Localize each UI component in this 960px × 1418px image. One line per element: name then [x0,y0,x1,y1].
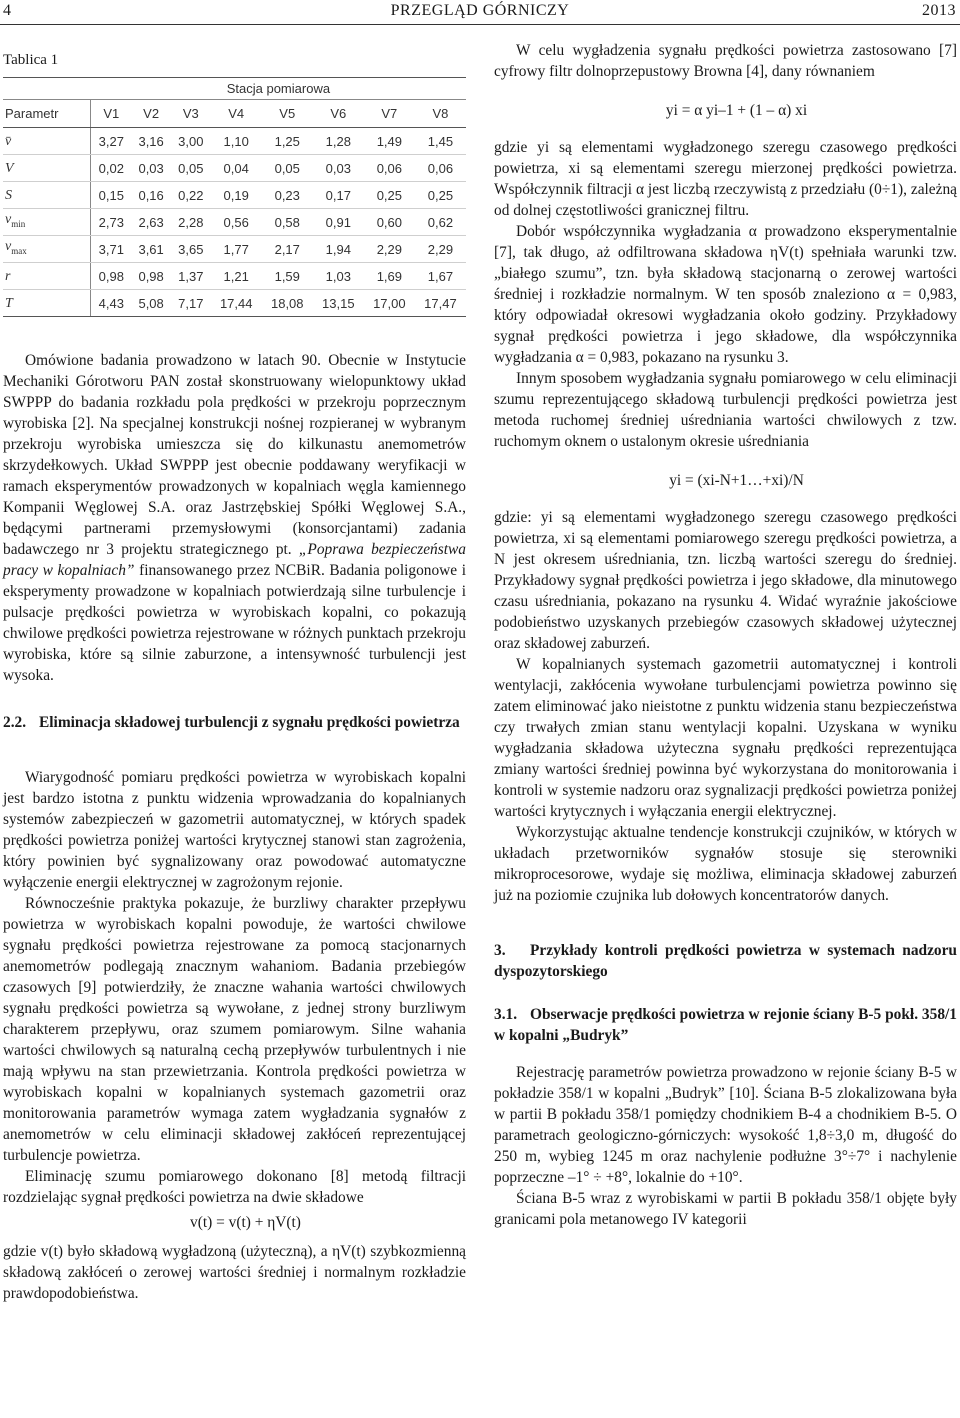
table-cell: 0,98 [131,263,171,290]
paragraph: Wykorzystując aktualne tendencje konstrukcji czujników, w których w układach przetworników sygnałów stosuje się sterowniki mikroprocesorowe, wydaje się możliwa, eliminacja składowej zaburzeń już na poziomie czujnika lub dołowych koncentratorów danych. [494,824,957,904]
table-cell: 0,19 [211,182,262,209]
table-cell: 18,08 [262,290,313,317]
column-header: V2 [131,100,171,128]
table-cell: 1,94 [313,236,364,263]
parameter-cell: r [3,263,91,290]
table-row [3,236,466,263]
table-cell: 1,03 [313,263,364,290]
table-cell: 17,47 [415,290,466,317]
table-cell: 1,21 [211,263,262,290]
table-cell: 1,25 [262,128,313,155]
parameter-cell: $v_{max}$ [3,236,91,263]
column-header: V3 [171,100,211,128]
table-cell: 0,06 [415,155,466,182]
paragraph: Ściana B-5 wraz z wyrobiskami w partii B pokładu 358/1 objęte były granicami pola metanowego IV kategorii [494,1190,957,1228]
table-cell: 2,29 [415,236,466,263]
paragraph: gdzie v(t) było składową wygładzoną (użyteczną), a ηV(t) szybkozmienną składową zakłóceń o zerowej wartości średniej i normalnym rozkładzie prawdopodobieństwa. [3,1243,466,1302]
table-cell: 13,15 [313,290,364,317]
parameter-cell: $v_{min}$ [3,209,91,236]
table-cell: 1,10 [211,128,262,155]
column-header: V5 [262,100,313,128]
table-cell: 0,25 [415,182,466,209]
paragraph: Równocześnie praktyka pokazuje, że burzliwy charakter przepływu powietrza w wyrobiskach kopalni powoduje, że wartości chwilowe sygnału prędkości powietrza rejestrowane za pomocą stacjonarnych anemometrów podlegają znacznym wahaniom. Badania przebiegów czasowych [9] potwierdziły, że znaczne wahania wartości chwilowych sygnału prędkości powietrza są wywołane, z jednej strony burzliwym charakterem przepływu, oraz szumem pomiarowym. Silne wahania wartości chwilowych są naturalną cechą przepływów turbulentnych i nie mają wpływu na stan przewietrzania. Kontrola prędkości powietrza w wyrobiskach kopalni w kopalnianych systemach gazometrii oraz monitorowania parametrów wymaga zatem wygładzania sygnałów z anemometrów w celu eliminacji składowej zakłóceń reprezentującej turbulencje powietrza. [3,895,466,1164]
journal-title: PRZEGLĄD GÓRNICZY [390,2,570,19]
table-cell: 1,45 [415,128,466,155]
table-cell: 3,65 [171,236,211,263]
table-row [3,263,466,290]
table-cell: 0,60 [364,209,415,236]
table-cell: 0,22 [171,182,211,209]
table-cell: 2,17 [262,236,313,263]
table-caption: Tablica 1 [3,52,59,68]
table-cell: 2,63 [131,209,171,236]
paragraph: W celu wygładzenia sygnału prędkości powietrza zastosowano [7] cyfrowy filtr dolnoprzepustowy Browna [4], dany równaniem [494,42,957,80]
table-cell: 0,02 [91,155,131,182]
header-rule [0,24,960,25]
table-cell: 3,61 [131,236,171,263]
table-cell: 0,06 [364,155,415,182]
table-row [3,128,466,155]
column-header: V7 [364,100,415,128]
table-cell: 0,56 [211,209,262,236]
table-cell: 17,00 [364,290,415,317]
table-cell: 1,49 [364,128,415,155]
paragraph: Omówione badania prowadzono w latach 90. Obecnie w Instytucie Mechaniki Górotworu PAN został skonstruowany wielopunktowy układ SWPPP do badania rozkładu pola prędkości w przekroju poprzecznym wyrobiska [2]. Na specjalnej konstrukcji nośnej rozpieranej w wybranym przekroju wyrobiska umieszcza się do kilkunastu anemometrów skrzydełkowych. Układ SWPPP jest obecnie poddawany weryfikacji w ramach eksperymentów prowadzonych w kopalniach węgla kamiennego Kompanii Węglowej S.A. oraz Jastrzębskiej Spółki Węglowej S.A., będącymi partnerami przemysłowymi (konsorcjantami) zadania badawczego nr 3 projektu strategicznego pt. „Poprawa bezpieczeństwa pracy w kopalniach” finansowanego przez NCBiR. Badania poligonowe i eksperymenty prowadzone w kopalniach potwierdzają silne turbulencje i pulsacje prędkości powietrza w wyrobiskach kopalni, co pokazują chwilowe prędkości powietrza rejestrowane w różnych punktach przekroju wyrobiska, które są silnie zaburzone, a intensywność turbulencji jest wysoka. [3,352,466,684]
table-cell: 3,16 [131,128,171,155]
table-cell: 0,25 [364,182,415,209]
table-cell: 0,91 [313,209,364,236]
equation: yi = α yi–1 + (1 – α) xi [665,102,808,119]
table-row [3,290,466,317]
parameters-table [3,77,466,317]
table-cell: 0,05 [262,155,313,182]
table-cell: 0,05 [171,155,211,182]
column-header: V1 [91,100,131,128]
table-cell: 0,17 [313,182,364,209]
table-cell: 3,27 [91,128,131,155]
table-cell: 0,03 [313,155,364,182]
table-cell: 1,69 [364,263,415,290]
table-row [3,209,466,236]
table-cell: 0,16 [131,182,171,209]
table-cell: 0,04 [211,155,262,182]
table-cell: 1,77 [211,236,262,263]
column-header: V4 [211,100,262,128]
paragraph: Rejestrację parametrów powietrza prowadzono w rejonie ściany B-5 w pokładzie 358/1 w kopalni „Budryk” [10]. Ściana B-5 zlokalizowana była w partii B pokładu 358/1 pomiędzy chodnikiem B-4 a chodnikiem B-5. O parametrach geologiczno-górniczych: wysokość 1,8÷3,0 m, długość do 250 m, wybieg 1245 m oraz nachylenie podłużne 3°÷7° i nachylenie poprzeczne –1° ÷ +8°, lokalnie do +10°. [494,1064,957,1186]
right-column [494,40,957,1230]
paragraph: gdzie yi są elementami wygładzonego szeregu czasowego prędkości powietrza, xi są elementami szeregu mierzonej prędkości powietrza. Współczynnik filtracji α jest liczbą rzeczywistą z przedziału (0÷1), zależną od dolnej częstotliwości granicznej filtru. [494,139,957,219]
table-cell: 0,03 [131,155,171,182]
equation: yi = (xi-N+1…+xi)/N [669,472,804,489]
section-heading-3-1: 3.1. Obserwacje prędkości powietrza w rejonie ściany B-5 pokł. 358/1 w kopalni „Budryk” [494,1006,957,1044]
table-cell: 1,67 [415,263,466,290]
table-cell: 3,71 [91,236,131,263]
table-cell: 1,59 [262,263,313,290]
table-cell: 2,73 [91,209,131,236]
table-cell: 7,17 [171,290,211,317]
table-cell: 0,98 [91,263,131,290]
table-cell: 2,29 [364,236,415,263]
equation: v(t) = v(t) + ηV(t) [190,1214,301,1231]
station-header: Stacja pomiarowa [91,78,466,100]
table-cell: 0,23 [262,182,313,209]
paragraph: Dobór współczynnika wygładzania α prowadzono eksperymentalnie [7], tak długo, aż odfiltrowana składowa ηV(t) spełniała warunki tzw. „białego szumu”, tzn. była składową stacjonarną o zerowej wartości średniej i rozkładzie normalnym. W ten sposób znaleziono α = 0,983, który odpowiadał okresowi wygładzania około godziny. Przykładowy sygnał prędkości powietrza i jego składowe, dla współczynnika wygładzania α = 0,983, pokazano na rysunku 3. [494,223,957,366]
table-row [3,182,466,209]
table-cell: 4,43 [91,290,131,317]
paragraph: Innym sposobem wygładzania sygnału pomiarowego w celu eliminacji szumu reprezentującego składową turbulencji prędkości powietrza jest metoda ruchomej średniej uśredniania wartości chwilowych z tzw. ruchomym oknem o ustalonym okresie uśredniania [494,370,957,450]
table-cell: 0,15 [91,182,131,209]
table-cell: 2,28 [171,209,211,236]
parameter-cell: V [3,155,91,182]
paragraph: Eliminację szumu pomiarowego dokonano [8] metodą filtracji rozdzielając sygnał prędkości powietrza na dwie składowe [3,1168,466,1206]
table-cell: 1,37 [171,263,211,290]
paragraph: gdzie: yi są elementami wygładzonego szeregu czasowego prędkości powietrza, xi są elementami pomiarowego szeregu prędkości powietrza, a N jest okresem uśredniania, tzn. liczbą wartości szeregu do średniej. Przykładowy sygnał prędkości powietrza i jego składowe, dla minutowego czasu uśredniania, pokazano na rysunku 4. Widać wyraźnie jakościowe podobieństwo uzyskanych przebiegów czasowych składowej użytecznej oraz składowej zaburzeń. [494,509,957,652]
parameter-cell: S [3,182,91,209]
section-heading-3: 3. Przykłady kontroli prędkości powietrza w systemach nadzoru dyspozytorskiego [494,942,957,980]
left-column [3,38,466,1304]
table-cell: 0,62 [415,209,466,236]
table-cell: 5,08 [131,290,171,317]
page-number: 4 [3,2,12,19]
table-cell: 17,44 [211,290,262,317]
parameter-cell: T [3,290,91,317]
paragraph: W kopalnianych systemach gazometrii automatycznej i kontroli wentylacji, zakłócenia wywołane turbulencjami powietrza powinno się zatem eliminować jako nieistotne z punktu widzenia stanu bezpieczeństwa czy trwałych zmian stanu wentylacji kopalni. Uzyskana w wyniku wygładzania składowa użyteczna sygnału prędkości reprezentująca zmiany wartości średniej powinna być wykorzystana do monitorowania i kontroli w systemie nadzoru oraz sygnalizacji prędkości powietrza poniżej wartości krytycznych i wyłączania energii elektrycznej. [494,656,957,820]
table-cell: 1,28 [313,128,364,155]
parameter-cell: v̄ [3,128,91,155]
journal-year: 2013 [922,2,956,19]
column-header: V6 [313,100,364,128]
section-heading-2-2: 2.2. Eliminacja składowej turbulencji z sygnału prędkości powietrza [3,714,460,731]
column-header-parameter: Parametr [3,100,91,128]
column-header: V8 [415,100,466,128]
table-cell: 0,58 [262,209,313,236]
paragraph: Wiarygodność pomiaru prędkości powietrza w wyrobiskach kopalni jest bardzo istotna z punktu widzenia wprowadzania do kopalnianych systemów zabezpieczeń w gazometrii automatycznej, w których spadek prędkości powietrza poniżej wartości krytycznej stanowi stan zagrożenia, który powinien być sygnalizowany oraz powodować automatyczne wyłączenie energii elektrycznej w zagrożonym rejonie. [3,769,466,891]
table-row [3,155,466,182]
page-header [0,0,960,26]
table-cell: 3,00 [171,128,211,155]
